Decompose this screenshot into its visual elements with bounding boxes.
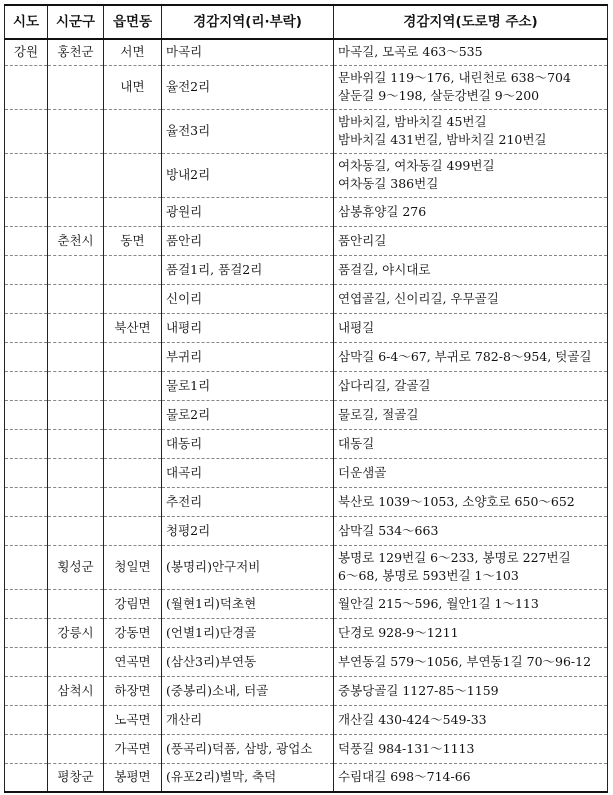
cell-road-address: 품안리길 — [334, 226, 608, 255]
table-row — [5, 647, 608, 676]
cell-road-address: 연엽골길, 신이리길, 우무골길 — [334, 284, 608, 313]
table-row — [5, 400, 608, 429]
table-row — [5, 342, 608, 371]
cell-sido — [5, 647, 48, 676]
cell-sigungu — [48, 516, 104, 545]
cell-road-address: 삼막길 6-4～67, 부귀로 782-8～954, 텃골길 — [334, 342, 608, 371]
cell-eupmyeon — [104, 458, 162, 487]
cell-road-address: 품걸길, 야시대로 — [334, 255, 608, 284]
cell-sigungu — [48, 458, 104, 487]
table-row — [5, 676, 608, 705]
cell-sido — [5, 545, 48, 589]
cell-sido — [5, 458, 48, 487]
cell-eupmyeon — [104, 487, 162, 516]
cell-road-address: 월안길 215～596, 월안1길 1～113 — [334, 589, 608, 618]
cell-road-address: 물로길, 절골길 — [334, 400, 608, 429]
cell-village: 물로2리 — [162, 400, 334, 429]
table-row — [5, 734, 608, 763]
table-row — [5, 197, 608, 226]
cell-eupmyeon: 노곡면 — [104, 705, 162, 734]
table-row — [5, 226, 608, 255]
cell-road-address: 부연동길 579～1056, 부연동1길 70～96-12 — [334, 647, 608, 676]
cell-village: 대곡리 — [162, 458, 334, 487]
table-row — [5, 109, 608, 153]
cell-sigungu — [48, 153, 104, 197]
cell-sido — [5, 429, 48, 458]
cell-sigungu — [48, 255, 104, 284]
cell-road-address: 개산길 430-424～549-33 — [334, 705, 608, 734]
cell-sigungu — [48, 313, 104, 342]
table-row — [5, 284, 608, 313]
header-eupmyeon: 읍면동 — [104, 5, 162, 39]
cell-road-address: 삽다리길, 갈골길 — [334, 371, 608, 400]
table-row — [5, 763, 608, 792]
table-row — [5, 516, 608, 545]
cell-eupmyeon — [104, 516, 162, 545]
table-row — [5, 589, 608, 618]
cell-sido — [5, 734, 48, 763]
cell-eupmyeon: 연곡면 — [104, 647, 162, 676]
cell-sido — [5, 763, 48, 792]
cell-village: 율전2리 — [162, 65, 334, 109]
cell-road-address: 내평길 — [334, 313, 608, 342]
cell-village: 청평2리 — [162, 516, 334, 545]
cell-road-address: 중봉당골길 1127-85～1159 — [334, 676, 608, 705]
cell-sigungu — [48, 734, 104, 763]
cell-eupmyeon: 강동면 — [104, 618, 162, 647]
cell-village: 율전3리 — [162, 109, 334, 153]
cell-road-address: 삼막길 534～663 — [334, 516, 608, 545]
table-row — [5, 39, 608, 65]
cell-sido — [5, 342, 48, 371]
cell-sido — [5, 65, 48, 109]
header-village: 경감지역(리·부락) — [162, 5, 334, 39]
table-row — [5, 487, 608, 516]
header-sido: 시도 — [5, 5, 48, 39]
cell-road-address: 대동길 — [334, 429, 608, 458]
cell-eupmyeon — [104, 153, 162, 197]
cell-road-address: 덕풍길 984-131～1113 — [334, 734, 608, 763]
cell-sigungu — [48, 65, 104, 109]
cell-village: 대동리 — [162, 429, 334, 458]
cell-village: 마곡리 — [162, 39, 334, 65]
cell-village: (삼산3리)부연동 — [162, 647, 334, 676]
cell-sigungu: 횡성군 — [48, 545, 104, 589]
cell-sido — [5, 313, 48, 342]
cell-sigungu — [48, 400, 104, 429]
header-row — [5, 5, 608, 39]
cell-village: 신이리 — [162, 284, 334, 313]
cell-road-address: 봉명로 129번길 6～233, 봉명로 227번길 6～68, 봉명로 593번길 1～103 — [334, 545, 608, 589]
table-row — [5, 65, 608, 109]
cell-eupmyeon: 하장면 — [104, 676, 162, 705]
cell-sido — [5, 516, 48, 545]
cell-sido — [5, 284, 48, 313]
address-table-container — [4, 4, 608, 793]
table-row — [5, 429, 608, 458]
cell-eupmyeon: 봉평면 — [104, 763, 162, 792]
table-body — [5, 39, 608, 792]
cell-sido — [5, 226, 48, 255]
cell-sigungu — [48, 647, 104, 676]
cell-sigungu: 삼척시 — [48, 676, 104, 705]
header-sigungu: 시군구 — [48, 5, 104, 39]
cell-eupmyeon — [104, 429, 162, 458]
table-row — [5, 255, 608, 284]
cell-village: 물로1리 — [162, 371, 334, 400]
cell-sido — [5, 109, 48, 153]
cell-village: (중봉리)소내, 터골 — [162, 676, 334, 705]
cell-sigungu: 홍천군 — [48, 39, 104, 65]
cell-sido — [5, 153, 48, 197]
cell-road-address: 삼봉휴양길 276 — [334, 197, 608, 226]
cell-sigungu — [48, 197, 104, 226]
cell-village: 부귀리 — [162, 342, 334, 371]
cell-eupmyeon — [104, 371, 162, 400]
cell-sigungu — [48, 429, 104, 458]
cell-sido — [5, 589, 48, 618]
cell-road-address: 북산로 1039～1053, 소양호로 650～652 — [334, 487, 608, 516]
cell-sigungu: 강릉시 — [48, 618, 104, 647]
cell-eupmyeon: 내면 — [104, 65, 162, 109]
cell-eupmyeon — [104, 255, 162, 284]
cell-sido — [5, 487, 48, 516]
cell-eupmyeon — [104, 342, 162, 371]
cell-sigungu — [48, 705, 104, 734]
cell-eupmyeon — [104, 109, 162, 153]
cell-village: 내평리 — [162, 313, 334, 342]
cell-eupmyeon: 북산면 — [104, 313, 162, 342]
cell-sido — [5, 676, 48, 705]
cell-sido: 강원 — [5, 39, 48, 65]
cell-village: 품걸1리, 품걸2리 — [162, 255, 334, 284]
cell-eupmyeon: 가곡면 — [104, 734, 162, 763]
cell-sigungu — [48, 487, 104, 516]
cell-village: 개산리 — [162, 705, 334, 734]
table-row — [5, 618, 608, 647]
cell-sigungu — [48, 589, 104, 618]
cell-village: 방내2리 — [162, 153, 334, 197]
cell-sigungu — [48, 284, 104, 313]
cell-eupmyeon: 청일면 — [104, 545, 162, 589]
cell-eupmyeon: 동면 — [104, 226, 162, 255]
table-row — [5, 458, 608, 487]
cell-sido — [5, 400, 48, 429]
cell-village: 광원리 — [162, 197, 334, 226]
cell-sido — [5, 371, 48, 400]
cell-sido — [5, 618, 48, 647]
cell-eupmyeon — [104, 197, 162, 226]
cell-village: (유포2리)벌막, 축덕 — [162, 763, 334, 792]
cell-sigungu: 평창군 — [48, 763, 104, 792]
cell-eupmyeon — [104, 400, 162, 429]
address-table — [4, 4, 608, 793]
cell-road-address: 수림대길 698～714-66 — [334, 763, 608, 792]
table-row — [5, 545, 608, 589]
cell-village: 품안리 — [162, 226, 334, 255]
cell-village: (봉명리)안구저비 — [162, 545, 334, 589]
cell-road-address: 밤바치길, 밤바치길 45번길 밤바치길 431번길, 밤바치길 210번길 — [334, 109, 608, 153]
cell-sigungu — [48, 342, 104, 371]
cell-road-address: 여차동길, 여차동길 499번길 여차동길 386번길 — [334, 153, 608, 197]
cell-sido — [5, 197, 48, 226]
table-row — [5, 313, 608, 342]
cell-road-address: 마곡길, 모곡로 463～535 — [334, 39, 608, 65]
cell-sigungu — [48, 371, 104, 400]
cell-eupmyeon — [104, 284, 162, 313]
cell-road-address: 더운샘골 — [334, 458, 608, 487]
cell-sigungu — [48, 109, 104, 153]
cell-road-address: 단경로 928-9～1211 — [334, 618, 608, 647]
cell-sido — [5, 705, 48, 734]
cell-village: (풍곡리)덕품, 삼방, 광업소 — [162, 734, 334, 763]
cell-village: 추전리 — [162, 487, 334, 516]
cell-village: (월현1리)덕초현 — [162, 589, 334, 618]
table-row — [5, 705, 608, 734]
cell-road-address: 문바위길 119～176, 내린천로 638～704 살둔길 9～198, 살둔강변길 9～200 — [334, 65, 608, 109]
cell-sido — [5, 255, 48, 284]
cell-eupmyeon: 강림면 — [104, 589, 162, 618]
table-row — [5, 371, 608, 400]
cell-village: (언별1리)단경골 — [162, 618, 334, 647]
header-road-address: 경감지역(도로명 주소) — [334, 5, 608, 39]
table-row — [5, 153, 608, 197]
cell-sigungu: 춘천시 — [48, 226, 104, 255]
cell-eupmyeon: 서면 — [104, 39, 162, 65]
